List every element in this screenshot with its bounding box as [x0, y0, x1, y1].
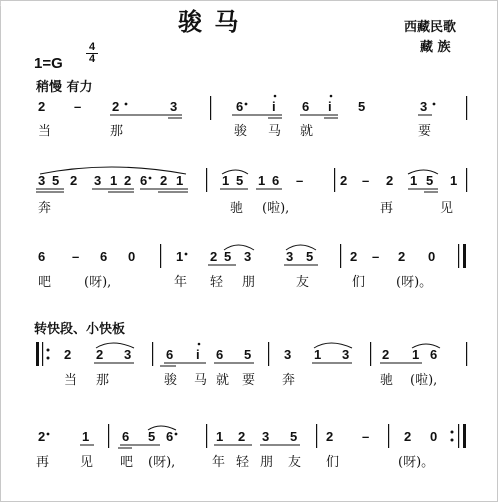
svg-text:3: 3 [342, 347, 350, 362]
svg-text:i: i [272, 99, 276, 114]
svg-text:2: 2 [64, 347, 72, 362]
svg-text:2: 2 [112, 99, 120, 114]
lyric: 年 [174, 275, 188, 290]
section-label: 转快段、小快板 [34, 322, 126, 337]
lyric: 要 [418, 124, 432, 139]
lyric: 年 [212, 455, 226, 470]
svg-text:1: 1 [450, 173, 458, 188]
time-signature-top: 4 [88, 41, 96, 53]
svg-text:–: – [372, 249, 380, 264]
svg-text:2: 2 [340, 173, 348, 188]
notation-line-2: 3 5 2 3 1 2 6 2 1 | 1 5 1 6 – | 2 – 2 1 5 1 | [0, 3, 28, 4]
lyrics-line-4 [64, 372, 437, 388]
lyric: 再 [36, 455, 50, 470]
svg-text:6: 6 [166, 429, 174, 444]
notation-line-1: 2 – 2· 3 | 6· i 6 i 5 3· | [0, 2, 16, 3]
svg-text:i: i [328, 99, 332, 114]
lyric: 当 [38, 124, 52, 139]
svg-text:2: 2 [238, 429, 246, 444]
svg-text:2: 2 [38, 99, 46, 114]
svg-text:6: 6 [236, 99, 244, 114]
lyric: 驰 [380, 373, 394, 388]
lyric: (呀)。 [396, 275, 433, 290]
lyrics-line-3 [38, 274, 432, 290]
lyric: 奔 [282, 373, 296, 388]
system-2 [38, 168, 467, 192]
svg-text:1: 1 [258, 173, 266, 188]
lyric: 见 [80, 455, 94, 470]
svg-text:3: 3 [170, 99, 178, 114]
svg-text:6: 6 [100, 249, 108, 264]
svg-text:1: 1 [222, 173, 230, 188]
svg-text:–: – [296, 173, 304, 188]
svg-text:3: 3 [94, 173, 102, 188]
system-5 [38, 424, 466, 448]
system-1 [38, 95, 467, 120]
svg-text:–: – [72, 249, 80, 264]
svg-text:5: 5 [306, 249, 314, 264]
svg-text:1: 1 [82, 429, 90, 444]
svg-text:3: 3 [286, 249, 294, 264]
lyric: 朋 [260, 455, 274, 470]
svg-text:2: 2 [70, 173, 78, 188]
lyric: 要 [242, 373, 256, 388]
svg-text:–: – [362, 173, 370, 188]
svg-text:5: 5 [236, 173, 244, 188]
svg-text:2: 2 [210, 249, 218, 264]
lyrics-line-1 [38, 123, 431, 139]
lyric: (呀), [148, 455, 176, 470]
lyric: 轻 [236, 455, 250, 470]
lyric: 就 [216, 373, 230, 388]
lyric: (呀)。 [398, 455, 435, 470]
svg-text:6: 6 [272, 173, 280, 188]
lyric: 轻 [210, 275, 224, 290]
lyric: 那 [96, 373, 110, 388]
svg-text:0: 0 [430, 429, 438, 444]
song-ethnicity: 藏 族 [420, 40, 451, 55]
svg-text:2: 2 [398, 249, 406, 264]
lyric: 友 [296, 275, 310, 290]
lyric: 那 [110, 124, 124, 139]
tempo-marking: 稍慢 有力 [36, 80, 93, 95]
svg-text:1: 1 [176, 249, 184, 264]
song-origin: 西藏民歌 [404, 20, 457, 35]
svg-text:3: 3 [420, 99, 428, 114]
svg-text:2: 2 [404, 429, 412, 444]
lyric: 驰 [230, 201, 244, 216]
svg-text:3: 3 [124, 347, 132, 362]
lyric: (呀), [84, 275, 112, 290]
lyric: 们 [326, 455, 340, 470]
svg-text:5: 5 [148, 429, 156, 444]
svg-text:6: 6 [430, 347, 438, 362]
svg-text:2: 2 [350, 249, 358, 264]
svg-text:6: 6 [166, 347, 174, 362]
svg-text:2: 2 [38, 429, 46, 444]
lyric: (啦), [410, 373, 438, 388]
song-title: 骏 马 [178, 7, 241, 36]
notation-line-4: ‖: 2 2 3 | 6 i 6 5 | 3 1 3 | 2 1 6 | [0, 5, 22, 6]
svg-text:3: 3 [38, 173, 46, 188]
svg-text:5: 5 [290, 429, 298, 444]
svg-text:5: 5 [426, 173, 434, 188]
lyric: 们 [352, 275, 366, 290]
svg-text:6: 6 [302, 99, 310, 114]
svg-text:2: 2 [124, 173, 132, 188]
svg-text:0: 0 [428, 249, 436, 264]
svg-text:–: – [362, 429, 370, 444]
svg-text:5: 5 [244, 347, 252, 362]
svg-text:2: 2 [326, 429, 334, 444]
lyric: 就 [300, 124, 314, 139]
lyric: 见 [440, 201, 454, 216]
svg-text:2: 2 [160, 173, 168, 188]
svg-text:5: 5 [224, 249, 232, 264]
svg-text:6: 6 [140, 173, 148, 188]
svg-text:3: 3 [262, 429, 270, 444]
svg-text:1: 1 [176, 173, 184, 188]
lyric: 马 [194, 373, 208, 388]
svg-text:5: 5 [52, 173, 60, 188]
lyric: 再 [380, 201, 394, 216]
svg-text:2: 2 [382, 347, 390, 362]
notation-line-3: 6 – 6 0 | 1· 2 5 3 3 5 | 2 – 2 0 ‖ [0, 4, 21, 5]
lyric: 马 [268, 124, 282, 139]
lyric: 奔 [38, 201, 52, 216]
svg-text:1: 1 [216, 429, 224, 444]
svg-text:2: 2 [386, 173, 394, 188]
key-signature: 1=G [34, 55, 63, 72]
lyric: 吧 [38, 275, 52, 290]
system-3 [38, 244, 466, 268]
svg-text:3: 3 [284, 347, 292, 362]
time-signature-bottom: 4 [86, 53, 98, 65]
lyric: 吧 [120, 455, 134, 470]
lyric: 骏 [164, 373, 178, 388]
svg-text:6: 6 [38, 249, 46, 264]
svg-text:2: 2 [96, 347, 104, 362]
svg-text:–: – [74, 99, 82, 114]
svg-text:1: 1 [110, 173, 118, 188]
lyric: (啦), [262, 201, 290, 216]
svg-text:6: 6 [216, 347, 224, 362]
notation-line-5: 2· 1 | 6 5 6 | 1 2 3 5 | 2 – | 2 0 :‖ [0, 6, 23, 7]
svg-text:1: 1 [410, 173, 418, 188]
lyric: 朋 [242, 275, 256, 290]
svg-text:1: 1 [412, 347, 420, 362]
svg-text:0: 0 [128, 249, 136, 264]
lyric: 骏 [234, 124, 248, 139]
lyric: 当 [64, 373, 78, 388]
svg-text:5: 5 [358, 99, 366, 114]
lyric: 友 [288, 455, 302, 470]
lyrics-line-5 [36, 454, 434, 470]
svg-text:i: i [196, 347, 200, 362]
lyrics-line-2 [38, 200, 453, 216]
svg-text:3: 3 [244, 249, 252, 264]
svg-text:1: 1 [314, 347, 322, 362]
svg-text:6: 6 [122, 429, 130, 444]
